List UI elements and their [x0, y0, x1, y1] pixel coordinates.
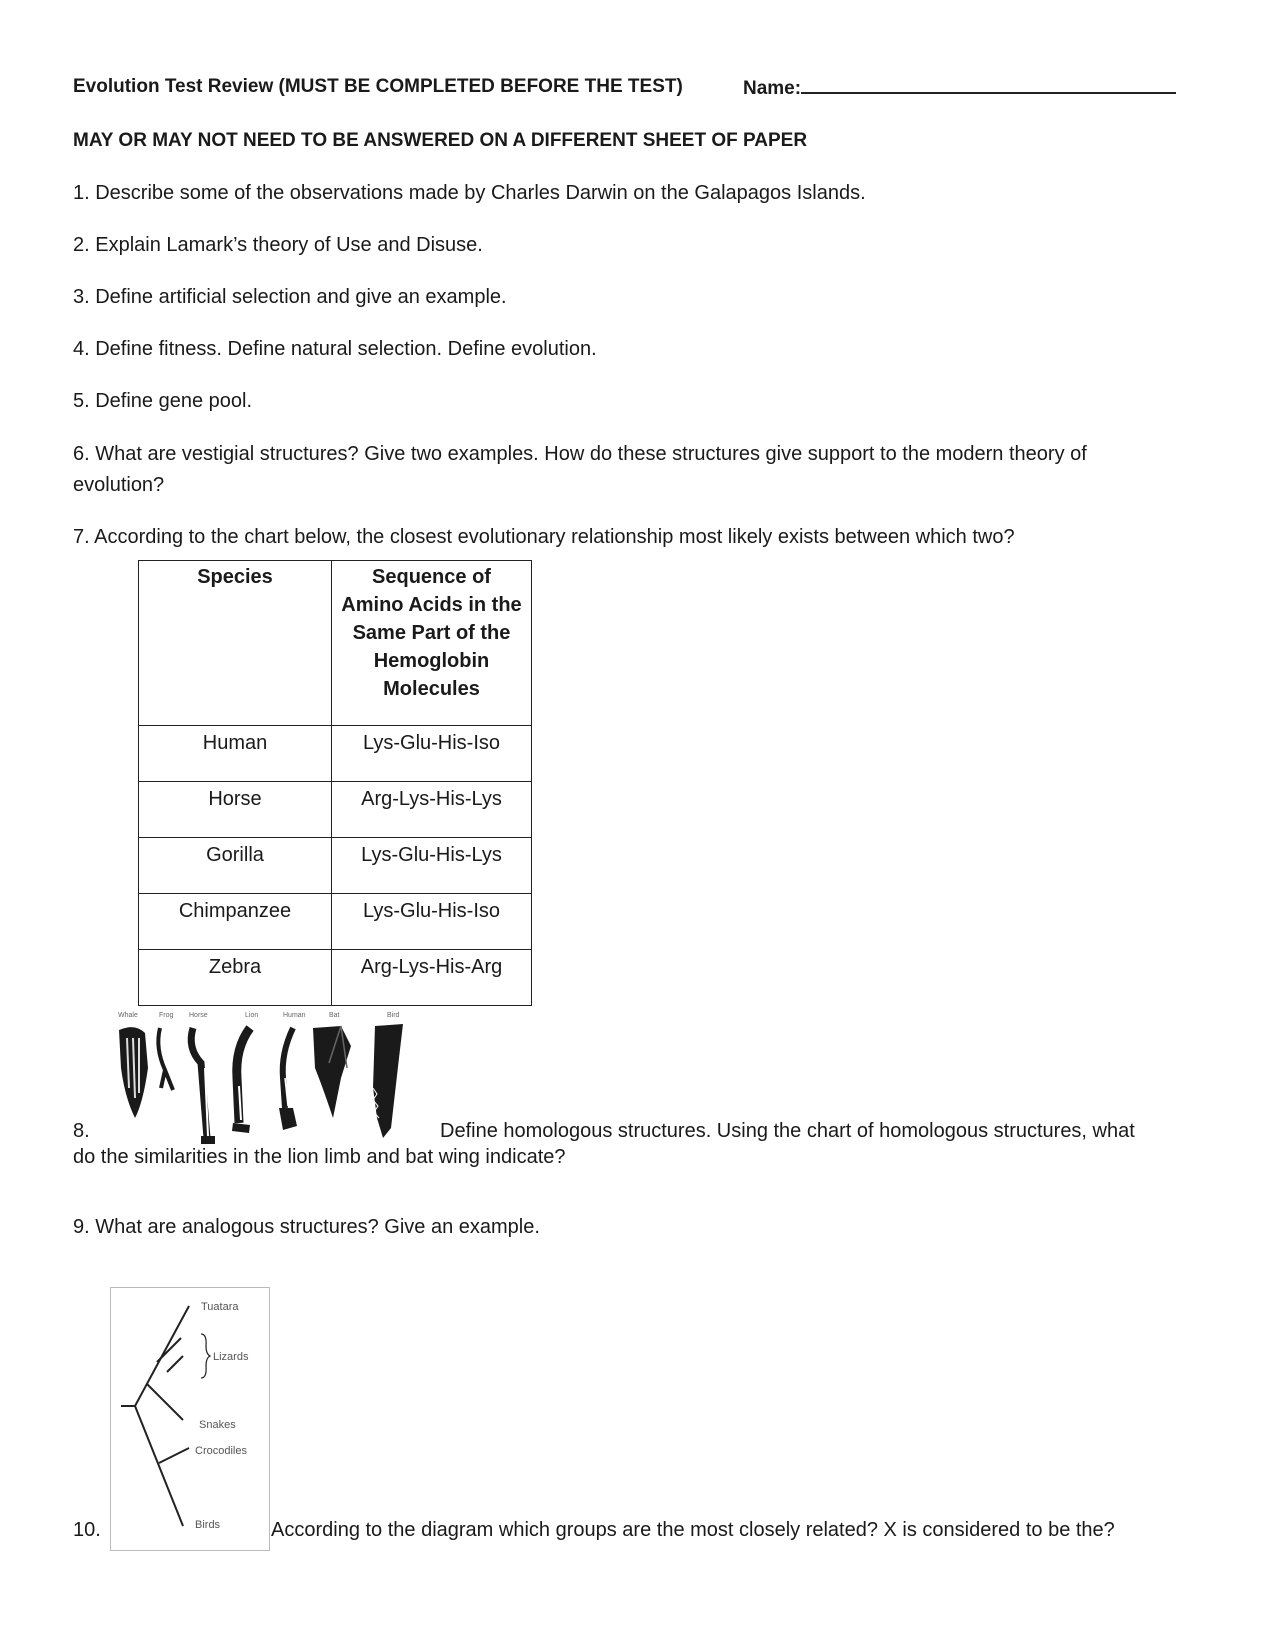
label-bat: Bat [329, 1012, 340, 1019]
table-row [139, 894, 532, 950]
label-lizards: Lizards [213, 1351, 249, 1363]
label-tuatara: Tuatara [201, 1301, 239, 1313]
hemoglobin-table [138, 560, 532, 1006]
species-cell: Zebra [139, 950, 332, 1006]
cladogram-svg [111, 1288, 267, 1548]
sequence-cell: Lys-Glu-His-Iso [332, 726, 532, 782]
question-8-number: 8. [73, 1120, 90, 1142]
species-cell: Horse [139, 782, 332, 838]
question-10-number: 10. [73, 1519, 101, 1541]
table-row [139, 782, 532, 838]
cladogram-labels [195, 1301, 249, 1531]
question-8: Define homologous structures. Using the chart of homologous structures, what [440, 1120, 1135, 1142]
species-cell: Human [139, 726, 332, 782]
header-species: Species [139, 561, 332, 726]
sequence-cell: Lys-Glu-His-Iso [332, 894, 532, 950]
species-cell: Chimpanzee [139, 894, 332, 950]
bird-wing-shape [373, 1024, 403, 1138]
label-birds: Birds [195, 1519, 221, 1531]
cladogram-figure [110, 1287, 270, 1551]
header-sequence: Sequence of Amino Acids in the Same Part of the Hemoglobin Molecules [332, 561, 532, 726]
question-8-continued: do the similarities in the lion limb and bat wing indicate? [73, 1146, 566, 1168]
horse-limb-shape [191, 1028, 207, 1138]
sequence-cell: Arg-Lys-His-Lys [332, 782, 532, 838]
question-4: 4. Define fitness. Define natural selection. Define evolution. [73, 338, 597, 360]
table-row [139, 726, 532, 782]
label-human: Human [283, 1012, 306, 1019]
label-crocodiles: Crocodiles [195, 1445, 247, 1457]
sequence-cell: Lys-Glu-His-Lys [332, 838, 532, 894]
species-cell: Gorilla [139, 838, 332, 894]
table-row [139, 950, 532, 1006]
question-6: 6. What are vestigial structures? Give two examples. How do these structures give support to the modern theory of [73, 443, 1087, 465]
frog-limb-shape [158, 1028, 173, 1090]
question-1: 1. Describe some of the observations made by Charles Darwin on the Galapagos Islands. [73, 182, 866, 204]
label-horse: Horse [189, 1012, 208, 1019]
name-label: Name: [743, 78, 802, 99]
label-bird: Bird [387, 1012, 400, 1019]
question-9: 9. What are analogous structures? Give an example. [73, 1216, 540, 1238]
human-limb-shape [283, 1028, 293, 1108]
label-frog: Frog [159, 1012, 174, 1019]
question-6-continued: evolution? [73, 474, 165, 496]
bat-wing-shape [313, 1026, 351, 1118]
label-whale: Whale [118, 1012, 138, 1019]
label-snakes: Snakes [199, 1419, 236, 1431]
table-row [139, 838, 532, 894]
lion-limb-shape [237, 1028, 250, 1123]
question-7: 7. According to the chart below, the closest evolutionary relationship most likely exists between which two? [73, 526, 1015, 548]
question-10: According to the diagram which groups are the most closely related? X is considered to be the? [271, 1519, 1115, 1541]
homologous-limbs-figure [115, 1008, 435, 1158]
cladogram-branches [121, 1306, 189, 1526]
limb-labels [118, 1012, 400, 1019]
question-5: 5. Define gene pool. [73, 390, 253, 412]
question-3: 3. Define artificial selection and give an example. [73, 286, 507, 308]
question-2: 2. Explain Lamark’s theory of Use and Disuse. [73, 234, 483, 256]
page-title: Evolution Test Review (MUST BE COMPLETED BEFORE THE TEST) [73, 76, 683, 97]
name-blank[interactable] [801, 76, 1176, 94]
label-lion: Lion [245, 1012, 259, 1019]
name-field[interactable] [743, 76, 1176, 100]
page-subtitle: MAY OR MAY NOT NEED TO BE ANSWERED ON A DIFFERENT SHEET OF PAPER [73, 130, 808, 151]
sequence-cell: Arg-Lys-His-Arg [332, 950, 532, 1006]
table-header-row [139, 561, 532, 726]
